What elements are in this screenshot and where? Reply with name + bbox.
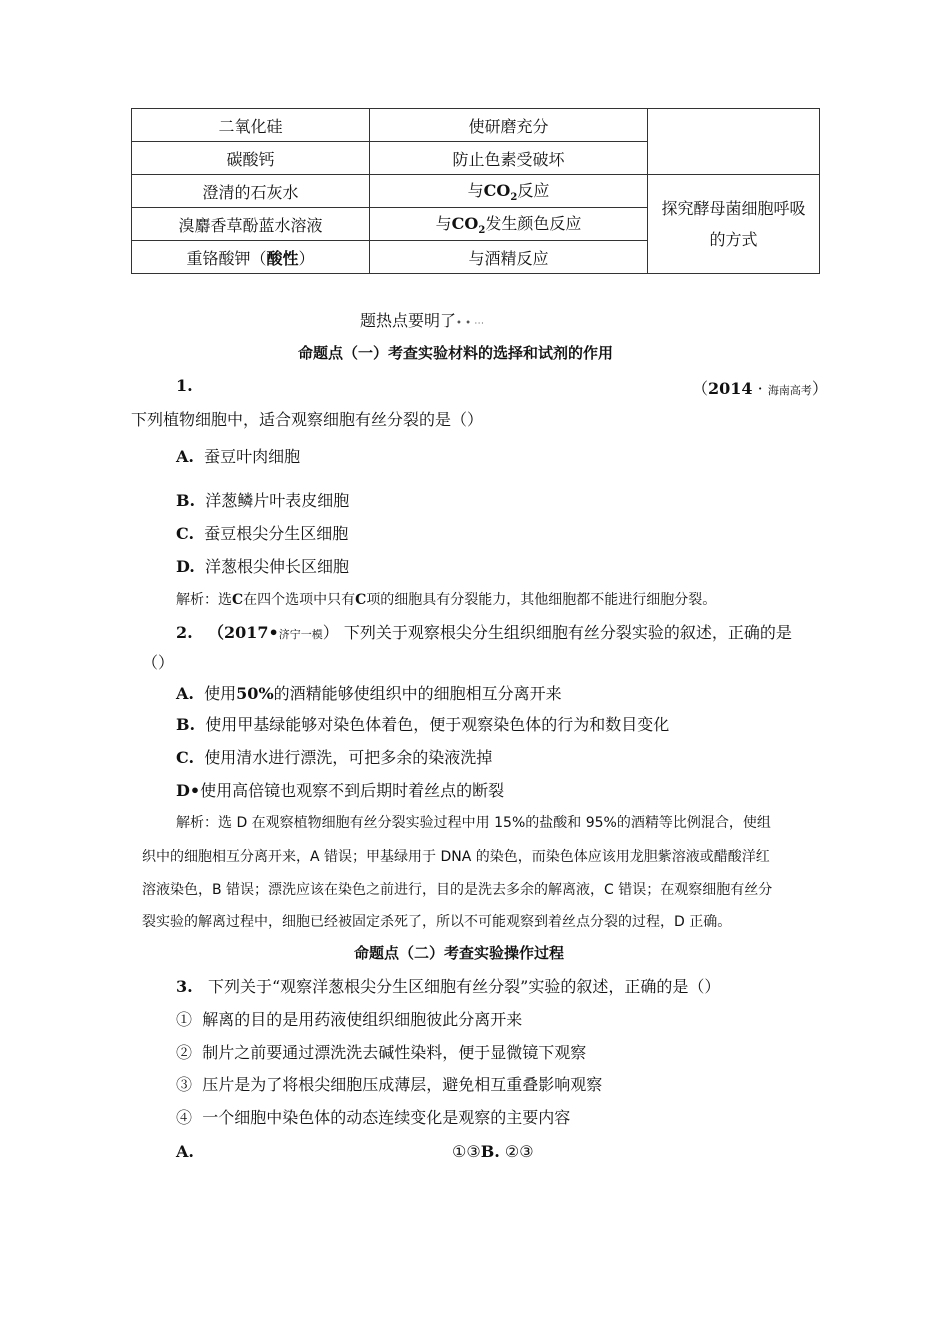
q1-source-name: 海南高考: [767, 384, 812, 397]
q2-option-d: [176, 778, 504, 801]
q2-stem-bracket: （）: [142, 653, 175, 672]
q1-source-close: ）: [811, 379, 828, 398]
q2-option-c: [176, 745, 492, 768]
q3-statement-1: [176, 1007, 522, 1030]
q2-analysis-line-2: 织中的细胞相互分离开来，A 错误；甲基绿用于 DNA 的染色，而染色体应该用龙胆紫溶液或醋酸洋红: [142, 849, 770, 865]
section-intro-text: 题热点要明了: [360, 311, 457, 330]
q3-statement-4: [176, 1105, 570, 1128]
statement-text: 一个细胞中染色体的动态连续变化是观察的主要内容: [202, 1108, 571, 1127]
option-text: 洋葱鳞片叶表皮细胞: [205, 491, 350, 510]
table-cell-material: 溴麝香草酚蓝水溶液: [132, 208, 370, 241]
table-cell-purpose: 与酒精反应: [370, 241, 648, 274]
q1-source-year: 2014: [708, 379, 753, 398]
purpose-suffix: 发生颜色反应: [485, 214, 582, 234]
table-cell-purpose: [370, 175, 648, 208]
q3-option-a-text: ①③: [452, 1142, 481, 1161]
q3-option-b-text: ②③: [504, 1142, 534, 1161]
option-text: 洋葱根尖伸长区细胞: [205, 557, 350, 576]
q2-source-name: 济宁一模: [278, 628, 323, 641]
experiment-name: 探究酵母菌细胞呼吸的方式: [661, 199, 806, 249]
table-row: [132, 109, 820, 142]
table-cell-purpose: 使研磨充分: [370, 109, 648, 142]
chem-formula: CO: [451, 214, 479, 234]
q2-source-close: ）: [322, 623, 339, 642]
table-cell-experiment: [648, 175, 820, 274]
option-text: 的酒精能够使组织中的细胞相互分离开来: [273, 684, 562, 703]
statement-text: 压片是为了将根尖细胞压成薄层，避免相互重叠影响观察: [202, 1075, 603, 1094]
chem-subscript: 2: [478, 225, 486, 237]
q3-options-ab: [452, 1142, 534, 1161]
purpose-prefix: 与: [467, 181, 484, 201]
option-pre: 使用: [204, 684, 237, 703]
statement-mark: ①: [176, 1010, 193, 1029]
table-row: [132, 175, 820, 208]
q3-option-b-letter: B.: [480, 1142, 500, 1161]
q1-option-b: [176, 488, 349, 511]
chem-subscript: 2: [510, 192, 518, 204]
material-prefix: 重铬酸钾（: [186, 248, 267, 268]
q3-stem: 下列关于“观察洋葱根尖分生区细胞有丝分裂”实验的叙述，正确的是（）: [207, 977, 721, 996]
q2-analysis-line-3: 溶液染色，B 错误；漂洗应该在染色之前进行，目的是洗去多余的解离液，C 错误；在观察细胞有丝分: [142, 882, 773, 898]
option-letter: B.: [176, 491, 196, 510]
option-bold: 50%: [236, 684, 274, 703]
q2-analysis-line-1: 解析：选 D 在观察植物细胞有丝分裂实验过程中用 15%的盐酸和 95%的酒精等比例混合，使组: [176, 815, 771, 831]
q1-option-c: [176, 521, 348, 544]
q1-source-dot: ·: [757, 379, 763, 398]
section-intro-dots: • • ⋯: [456, 318, 485, 329]
option-text: 蚕豆根尖分生区细胞: [204, 524, 349, 543]
option-letter: A.: [176, 447, 194, 466]
material-suffix: ）: [298, 248, 315, 268]
table-cell-purpose: 防止色素受破坏: [370, 142, 648, 175]
statement-mark: ②: [176, 1043, 193, 1062]
option-letter: C.: [176, 748, 195, 767]
analysis-rest: 项的细胞具有分裂能力，其他细胞都不能进行细胞分裂。: [366, 592, 717, 608]
option-text: 蚕豆叶肉细胞: [204, 447, 301, 466]
option-letter: B.: [176, 715, 196, 734]
analysis-letter: C: [232, 592, 244, 608]
option-text: 使用清水进行漂洗，可把多余的染液洗掉: [204, 748, 493, 767]
analysis-label: 解析：选: [176, 592, 232, 608]
q2-source-open: （2017•: [207, 623, 279, 642]
purpose-prefix: 与: [435, 214, 452, 234]
q2-option-b: [176, 712, 669, 735]
table-cell-material: [132, 241, 370, 274]
table-cell-material: 澄清的石灰水: [132, 175, 370, 208]
q2-option-a: [176, 681, 562, 704]
q2-analysis-line-4: 裂实验的解离过程中，细胞已经被固定杀死了，所以不可能观察到着丝点分裂的过程，D 正确。: [142, 914, 732, 930]
material-bold: 酸性: [266, 248, 299, 268]
q1-analysis: [176, 589, 716, 609]
q2-number: 2.: [176, 623, 193, 642]
q2-stem-line: [176, 620, 792, 643]
q1-option-d: [176, 554, 349, 577]
statement-mark: ③: [176, 1075, 193, 1094]
statement-mark: ④: [176, 1108, 193, 1127]
analysis-letter-2: C: [355, 592, 367, 608]
analysis-mid: 在四个选项中只有: [243, 592, 356, 608]
option-text: 使用高倍镜也观察不到后期时着丝点的断裂: [200, 781, 505, 800]
table-cell-material: 碳酸钙: [132, 142, 370, 175]
table-cell-purpose: [370, 208, 648, 241]
q3-option-a-letter: A.: [176, 1142, 194, 1161]
option-letter: D•: [176, 781, 201, 800]
q3-statement-3: [176, 1072, 602, 1095]
table-cell-material: 二氧化硅: [132, 109, 370, 142]
q3-statement-2: [176, 1040, 586, 1063]
statement-text: 解离的目的是用药液使组织细胞彼此分离开来: [202, 1010, 523, 1029]
option-text: 使用甲基绿能够对染色体着色，便于观察染色体的行为和数目变化: [205, 715, 670, 734]
section1-title: 命题点（一）考查实验材料的选择和试剂的作用: [298, 344, 614, 362]
statement-text: 制片之前要通过漂洗洗去碱性染料，便于显微镜下观察: [202, 1043, 587, 1062]
q1-source: [692, 376, 828, 399]
chem-formula: CO: [483, 181, 511, 201]
q1-option-a: [176, 444, 300, 467]
q1-source-open: （: [692, 379, 709, 398]
reagent-table: [131, 108, 820, 274]
q1-number: 1.: [176, 376, 193, 395]
purpose-suffix: 反应: [517, 181, 550, 201]
q1-stem: 下列植物细胞中，适合观察细胞有丝分裂的是（）: [131, 410, 484, 429]
q3-number: 3.: [176, 977, 193, 996]
option-letter: C.: [176, 524, 195, 543]
section2-title: 命题点（二）考查实验操作过程: [354, 944, 565, 962]
option-letter: A.: [176, 684, 194, 703]
section-intro: [360, 308, 484, 331]
q3-stem-line: [176, 974, 720, 997]
option-letter: D.: [176, 557, 195, 576]
table-cell-empty: [648, 109, 820, 175]
q2-stem: 下列关于观察根尖分生组织细胞有丝分裂实验的叙述，正确的是: [343, 623, 792, 642]
